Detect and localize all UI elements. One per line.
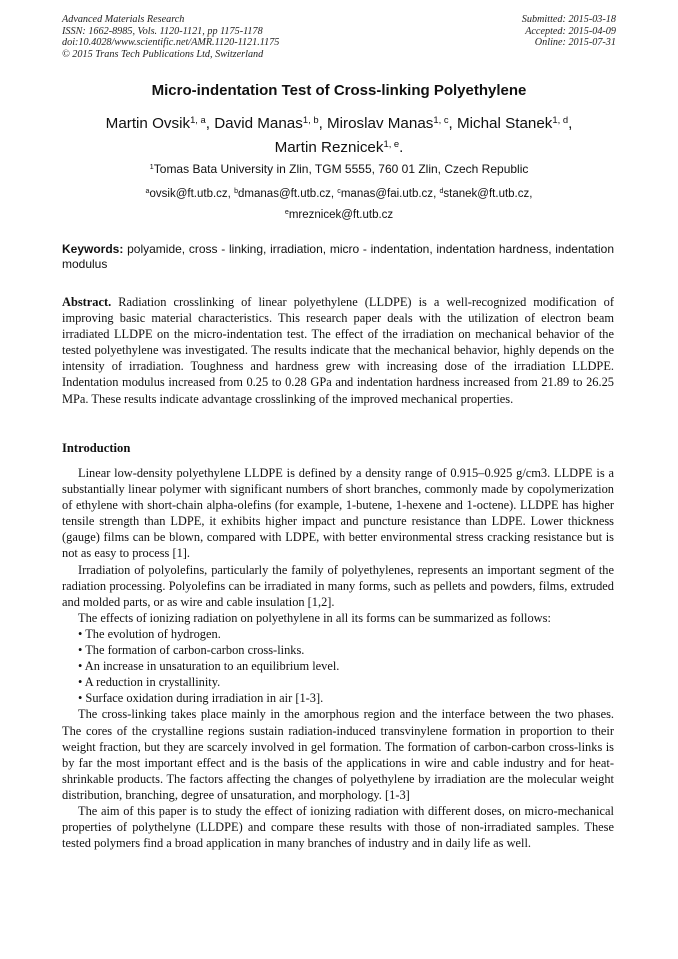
introduction-body — [62, 465, 614, 851]
paragraph: Irradiation of polyolefins, particularly the family of polyethylenes, represents an important segment of the radiation processing. Polyolefins can be irradiated in many forms, such as pellets and powders, films, extruded and molded parts, or as wire and cable insulation [1,2]. — [62, 562, 614, 609]
bullet-item: • The evolution of hydrogen. — [78, 626, 221, 641]
doi-line: doi:10.4028/www.scientific.net/AMR.1120-1121.1175 — [62, 37, 280, 49]
copyright-line: © 2015 Trans Tech Publications Ltd, Switzerland — [62, 48, 264, 60]
author: Michal Stanek$^{1, d}$, — [456, 113, 573, 132]
email-link[interactable]: $^a$ovsik@ft.utb.cz — [145, 187, 228, 200]
bullet-item: • A reduction in crystallinity. — [78, 675, 221, 690]
paragraph: The aim of this paper is to study the effect of ionizing radiation with different doses, on micro-mechanical properties of polythelyne (LLDPE) and compare these results with those of non-irradiated samples. These tested polymers find a broad application in many branches of industry and in daily life as well. — [62, 803, 614, 851]
section-heading-introduction: Introduction — [62, 441, 131, 455]
paper-title: Micro-indentation Test of Cross-linking Polyethylene — [151, 82, 527, 99]
paragraph: The cross-linking takes place mainly in the amorphous region and the interface between the two phases. The cores of the crystalline regions sustain radiation-induced transvinylene formation in proportion to their weight fraction, but they are scarcely involved in gel formation. The formation of carbon-carbon cross-links is by far the most important effect and is the basis of the applications in wire and cable industry and for heat-shrinkable products. The factors affecting the changes of polyethylene by irradiation are the molecular weight distribution, branching, degree of unsaturation, and morphology. [1-3] — [62, 707, 614, 802]
journal-name: Advanced Materials Research — [62, 14, 185, 25]
bullet-item: • The formation of carbon-carbon cross-links. — [78, 643, 305, 658]
author: David Manas$^{1, b}$, — [214, 113, 328, 132]
bullet-item: • An increase in unsaturation to an equilibrium level. — [78, 659, 340, 674]
author: Martin Ovsik$^{1, a}$, — [105, 113, 215, 132]
keywords — [62, 242, 614, 272]
email-link[interactable]: $^d$stanek@ft.utb.cz — [439, 187, 530, 200]
bullet-item: • Surface oxidation during irradiation in air [1-3]. — [78, 691, 324, 706]
keywords-text: polyamide, cross - linking, irradiation, micro - indentation, indentation hardness, indentation modulus — [62, 242, 614, 271]
dates-header — [522, 14, 616, 49]
author: Miroslav Manas$^{1, c}$, — [327, 113, 457, 132]
journal-header — [62, 14, 279, 60]
email-link[interactable]: $^e$mreznicek@ft.utb.cz — [284, 208, 394, 221]
accepted-date: Accepted: 2015-04-09 — [525, 25, 616, 37]
issn-line: ISSN: 1662-8985, Vols. 1120-1121, pp 1175-1178 — [62, 25, 263, 37]
submitted-date: Submitted: 2015-03-18 — [521, 14, 616, 25]
abstract — [62, 294, 614, 407]
paragraph: Linear low-density polyethylene LLDPE is defined by a density range of 0.915–0.925 g/cm3. LLDPE is a substantially linear polymer with significant numbers of short branches, commonly made by copolymerization of ethylene with short-chain alpha-olefins (for example, 1-butene, 1-hexene and 1-octene). LLDPE has higher tensile strength than LDPE, it exhibits higher impact and puncture resistance than LDPE. Lower thickness (gauge) films can be blown, compared with LDPE, with better environmental stress cracking resistance but is not as easy to process [1]. — [62, 466, 614, 561]
email-link[interactable]: $^b$dmanas@ft.utb.cz — [234, 187, 331, 200]
author-list — [40, 112, 638, 160]
abstract-text: Radiation crosslinking of linear polyethylene (LLDPE) is a well-recognized modification of improving basic material characteristics. This research paper deals with the utilization of electron beam irradiated LLDPE on the micro-indentation test. The effect of the irradiation on mechanical behavior of the tested polyethylene was investigated. The results indicate that the mechanical behavior, highly depends on the intensity of irradiation. Toughness and hardness grew with increasing dose of the irradiation LLDPE. Indentation modulus increased from 0.25 to 0.28 GPa and indentation hardness increased from 21.89 to 26.25 MPa. These results indicate advantage crosslinking of the improved mechanical properties. — [62, 295, 614, 406]
abstract-label: Abstract. — [62, 295, 112, 309]
keywords-label: Keywords: — [62, 242, 124, 256]
paragraph: The effects of ionizing radiation on polyethylene in all its forms can be summarized as follows: — [78, 610, 551, 625]
email-link[interactable]: $^c$manas@fai.utb.cz — [337, 187, 434, 200]
email-list: $^a$ovsik@ft.utb.cz, $^b$dmanas@ft.utb.cz, $^c$manas@fai.utb.cz, $^d$stanek@ft.utb.cz, $^e$mreznicek@ft.utb.cz — [145, 187, 533, 221]
online-date: Online: 2015-07-31 — [534, 37, 616, 49]
author: Martin Reznicek$^{1, e}$. — [274, 137, 404, 156]
affiliation: $^1$Tomas Bata University in Zlin, TGM 5555, 760 01 Zlin, Czech Republic — [149, 161, 529, 176]
